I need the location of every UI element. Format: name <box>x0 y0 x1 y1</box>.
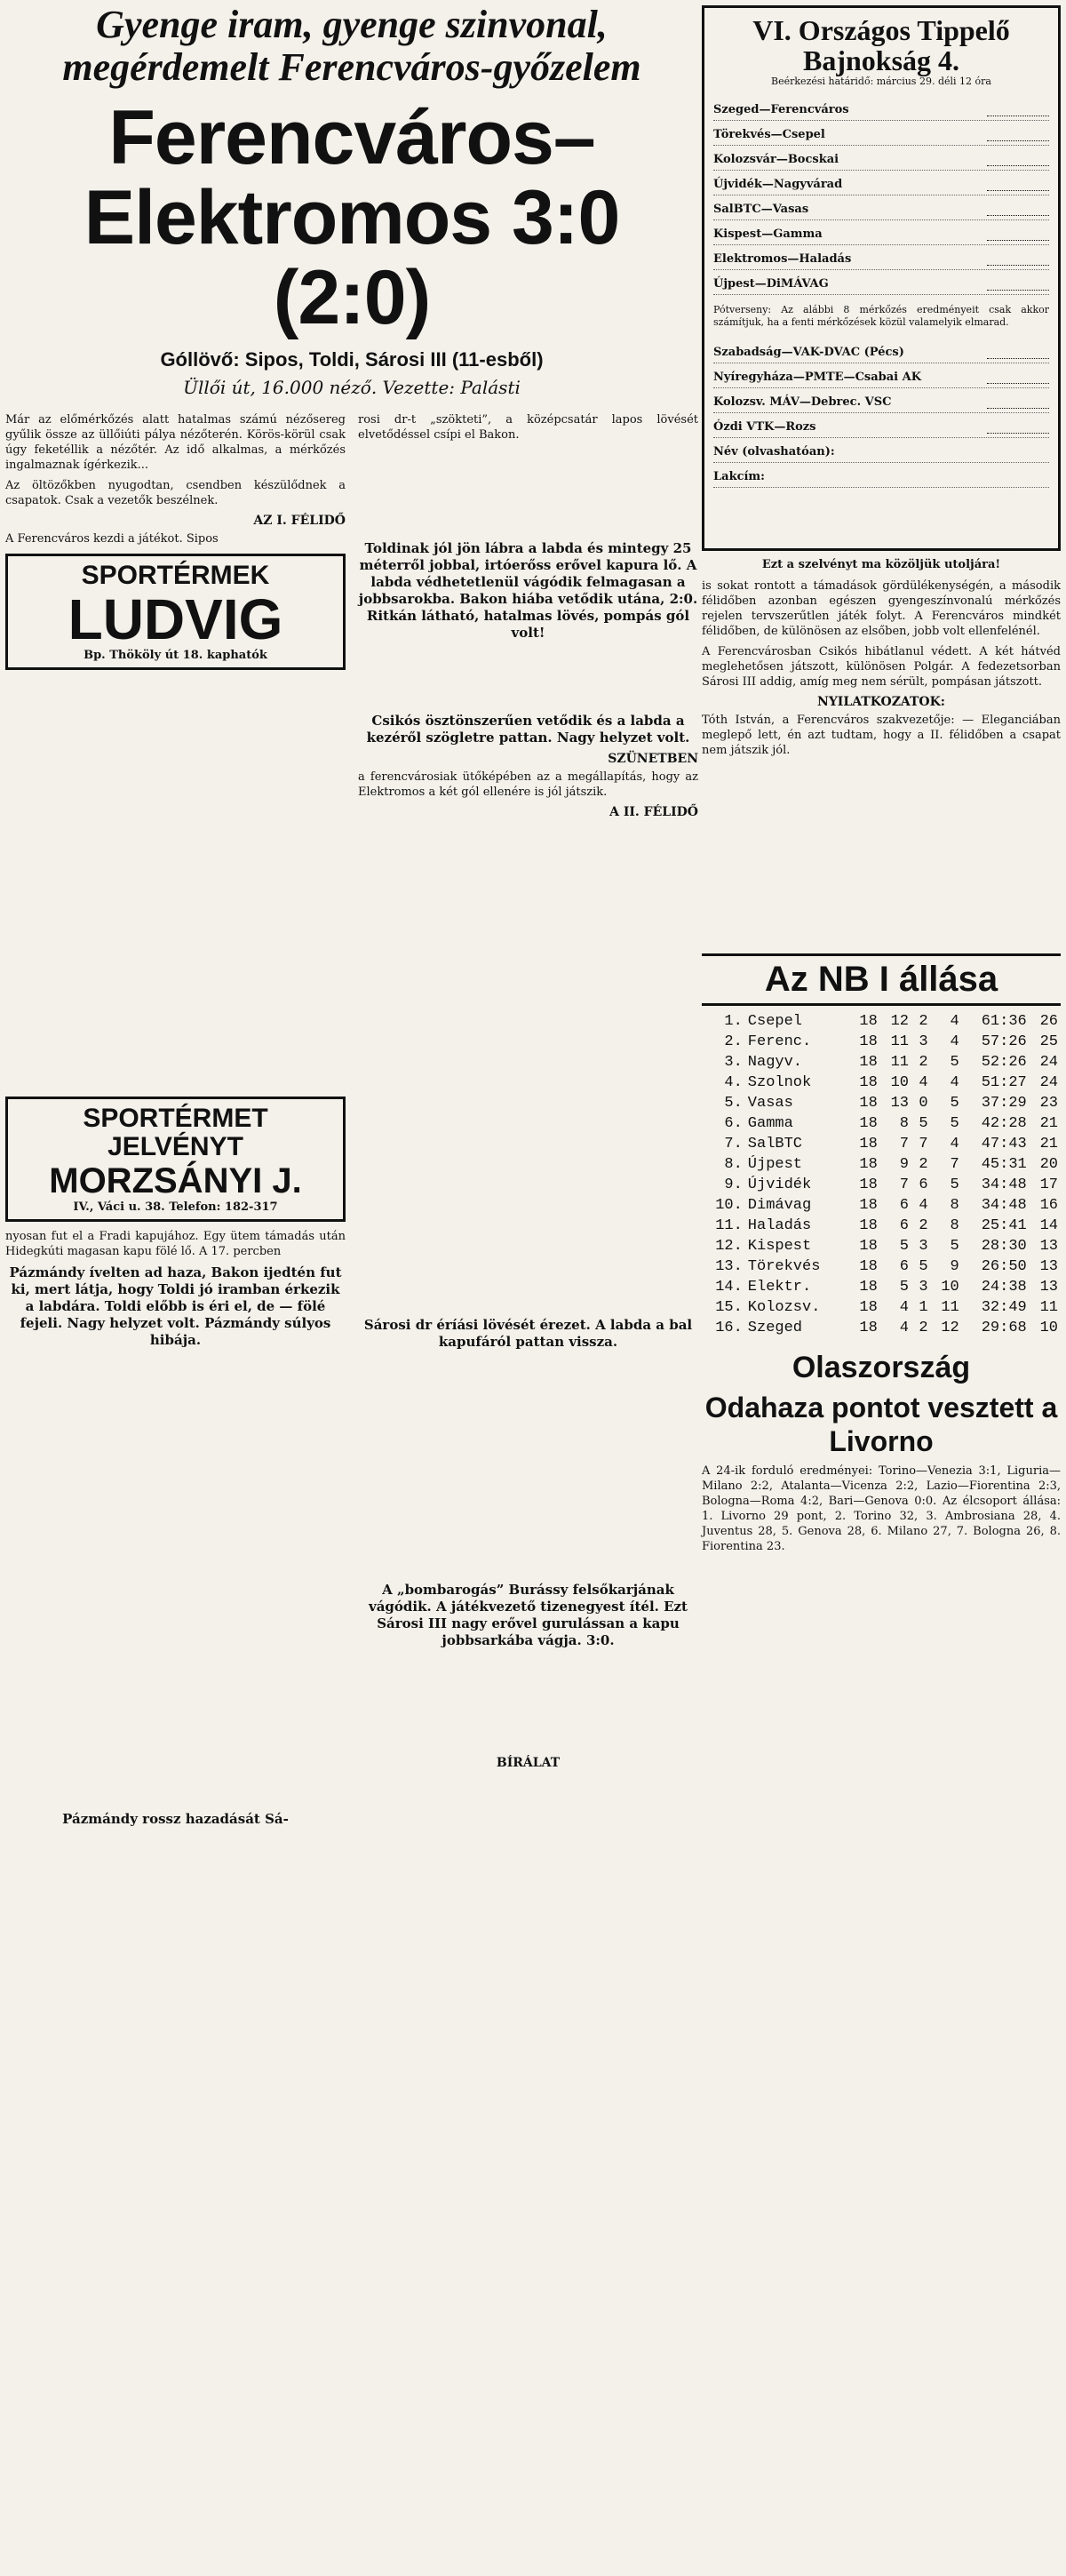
table-cell: Dimávag <box>747 1197 812 1214</box>
ad-ludvig-line1: SPORTÉRMEK <box>81 561 270 590</box>
tippelo-extra-match-tip-blank[interactable] <box>987 371 1049 384</box>
table-cell: 18 <box>859 1258 878 1275</box>
paragraph: A Ferencvárosban Csikós hibátlanul védett. A két hátvéd meglehetősen játszott, különösen Polgár. A fedezetsorban Sárosi III addig, amíg meg nem sérült, pompásan játszott. <box>702 645 1061 689</box>
table-cell: 13. <box>715 1258 743 1275</box>
table-cell: 8 <box>950 1197 959 1214</box>
table-cell: 11 <box>941 1299 959 1316</box>
table-cell: Ferenc. <box>747 1033 812 1050</box>
table-cell: Újvidék <box>747 1176 812 1193</box>
table-cell: 34:48 <box>981 1176 1027 1193</box>
table-cell: Nagyv. <box>747 1054 803 1071</box>
article-title: Ferencváros–Elektromos 3:0 (2:0) <box>84 95 620 340</box>
paragraph: a ferencvárosiak ütőképében az a megállapítás, hogy az Elektromos a két gól ellenére is jól játszik. <box>358 770 698 799</box>
table-cell: 13 <box>890 1095 909 1112</box>
table-cell: 2 <box>919 1217 928 1234</box>
table-cell: 10 <box>890 1074 909 1091</box>
highlight-paragraph: A „bombarogás” Burássy felsőkarjának vágódik. A játékvezető tizenegyest ítél. Ezt Sárosi III nagy erővel gurulássan a kapu jobbsarkába vágja. 3:0. <box>369 1582 688 1648</box>
table-cell: 52:26 <box>981 1054 1027 1071</box>
table-cell: 18 <box>859 1299 878 1316</box>
table-row <box>702 1093 1061 1113</box>
tippelo-match-tip-blank[interactable] <box>987 153 1049 166</box>
table-cell: 18 <box>859 1136 878 1152</box>
table-row <box>702 1011 1061 1032</box>
table-cell: 5 <box>950 1238 959 1255</box>
table-cell: 9 <box>950 1258 959 1275</box>
table-cell: 7 <box>899 1176 909 1193</box>
tippelo-extra-match-row[interactable] <box>713 339 1049 363</box>
tippelo-match-tip-blank[interactable] <box>987 277 1049 291</box>
section-heading: NYILATKOZATOK: <box>817 695 945 709</box>
table-cell: 61:36 <box>981 1013 1027 1030</box>
tippelo-match-label: Újpest—DiMÁVAG <box>713 277 829 291</box>
olasz-title: Olaszország <box>792 1351 971 1384</box>
tippelo-match-tip-blank[interactable] <box>987 178 1049 191</box>
table-cell: 32:49 <box>981 1299 1027 1316</box>
table-cell: 24 <box>1039 1054 1058 1071</box>
table-cell: 21 <box>1039 1136 1058 1152</box>
highlight-paragraph: Pázmándy ívelten ad haza, Bakon ijedtén fut ki, mert látja, hogy Toldi jó iramban érkezik a labdára. Toldi előbb is éri el, de — fölé fejeli. Nagy helyzet volt. Pázmándy súlyos hibája. <box>9 1264 342 1348</box>
table-cell: 18 <box>859 1217 878 1234</box>
table-cell: 18 <box>859 1238 878 1255</box>
table-cell: 4 <box>899 1299 909 1316</box>
section-heading: SZÜNETBEN <box>608 752 698 766</box>
paragraph: Az öltözőkben nyugodtan, csendben készülődnek a csapatok. Csak a vezetők beszélnek. <box>5 479 346 507</box>
table-cell: 5 <box>950 1176 959 1193</box>
table-cell: 18 <box>859 1074 878 1091</box>
table-cell: 4. <box>724 1074 743 1091</box>
table-cell: 11. <box>715 1217 743 1234</box>
table-cell: 4 <box>899 1320 909 1336</box>
tippelo-extra-match-tip-blank[interactable] <box>987 420 1049 434</box>
table-cell: 16 <box>1039 1197 1058 1214</box>
paragraph: A 24-ik forduló eredményei: Torino—Venezia 3:1, Liguria—Milano 2:2, Atalanta—Vicenza 2:2, Lazio—Fiorentina 2:3, Bologna—Roma 4:2, Bari—Genova 0:0. Az élcsoport állása: 1. Livorno 29 pont, 2. Torino 32, 3. Ambrosiana 28, 4. Juventus 28, 5. Genova 28, 6. Milano 27, 7. Bologna 26, 8. Fiorentina 23. <box>702 1464 1061 1553</box>
table-row <box>702 1154 1061 1175</box>
table-cell: 2 <box>919 1054 928 1071</box>
table-cell: 4 <box>950 1136 959 1152</box>
nb-table-title: Az NB I állása <box>702 953 1061 1006</box>
tippelo-match-label: Kolozsvár—Bocskai <box>713 153 839 166</box>
table-cell: 2. <box>724 1033 743 1050</box>
table-cell: Törekvés <box>747 1258 821 1275</box>
table-cell: 18 <box>859 1176 878 1193</box>
table-cell: Vasas <box>747 1095 793 1112</box>
table-cell: 6 <box>899 1217 909 1234</box>
right-column <box>702 0 1061 1559</box>
table-row <box>702 1195 1061 1216</box>
table-cell: 3 <box>919 1279 928 1296</box>
paragraph: rosi dr-t „szökteti”, a középcsatár lapos lövését elvetődéssel csípi el Bakon. <box>358 413 698 442</box>
paragraph: Tóth István, a Ferencváros szakvezetője: — Eleganciában meglepő lett, én azt tudtam, hogy a II. félidőben a csapat nem játszik jól. <box>702 714 1061 757</box>
table-cell: 18 <box>859 1013 878 1030</box>
table-cell: 21 <box>1039 1115 1058 1132</box>
table-cell: 25:41 <box>981 1217 1027 1234</box>
ad-morzsanyi-line2: MORZSÁNYI J. <box>49 1161 302 1200</box>
table-row <box>702 1318 1061 1338</box>
table-cell: 18 <box>859 1197 878 1214</box>
table-cell: 1 <box>919 1299 928 1316</box>
tippelo-match-label: Kispest—Gamma <box>713 227 823 241</box>
table-cell: 18 <box>859 1320 878 1336</box>
tippelo-address-field[interactable] <box>713 463 1049 488</box>
highlight-paragraph: Csikós ösztönszerűen vetődik és a labda a kezéről szögletre pattan. Nagy helyzet volt. <box>366 713 690 746</box>
article-venue: Üllői út, 16.000 néző. Vezette: Palásti <box>183 377 521 398</box>
tippelo-extra-list <box>713 339 1049 438</box>
table-cell: 0 <box>919 1095 928 1112</box>
table-cell: 1. <box>724 1013 743 1030</box>
table-cell: 47:43 <box>981 1136 1027 1152</box>
table-cell: 5 <box>950 1115 959 1132</box>
table-cell: 7 <box>950 1156 959 1173</box>
section-heading: A II. FÉLIDŐ <box>609 805 698 819</box>
ad-ludvig <box>5 554 346 670</box>
table-cell: 5 <box>919 1258 928 1275</box>
table-cell: 16. <box>715 1320 743 1336</box>
table-cell: 3 <box>919 1033 928 1050</box>
table-row <box>702 1032 1061 1052</box>
table-cell: 26 <box>1039 1013 1058 1030</box>
table-row <box>702 1175 1061 1195</box>
ad-ludvig-line3: Bp. Thököly út 18. kaphatók <box>84 649 267 662</box>
table-cell: 4 <box>919 1197 928 1214</box>
table-cell: 14 <box>1039 1217 1058 1234</box>
tippelo-note: Pótverseny: Az alábbi 8 mérkőzés eredményeit csak akkor számítjuk, ha a fenti mérkőzések közül valamelyik elmarad. <box>713 304 1049 328</box>
table-cell: 7. <box>724 1136 743 1152</box>
tippelo-match-tip-blank[interactable] <box>987 128 1049 141</box>
table-cell: 18 <box>859 1033 878 1050</box>
table-row <box>702 1236 1061 1256</box>
table-cell: 6 <box>899 1197 909 1214</box>
table-cell: 18 <box>859 1095 878 1112</box>
table-cell: 13 <box>1039 1258 1058 1275</box>
highlight-paragraph: Pázmándy rossz hazadását Sá- <box>62 1811 289 1827</box>
table-cell: 2 <box>919 1156 928 1173</box>
tippelo-match-row[interactable] <box>713 220 1049 245</box>
table-cell: 14. <box>715 1279 743 1296</box>
table-cell: 9 <box>899 1156 909 1173</box>
table-cell: 24 <box>1039 1074 1058 1091</box>
table-cell: 6. <box>724 1115 743 1132</box>
table-cell: 24:38 <box>981 1279 1027 1296</box>
table-cell: 18 <box>859 1115 878 1132</box>
tippelo-extra-match-row[interactable] <box>713 413 1049 438</box>
table-cell: 17 <box>1039 1176 1058 1193</box>
tippelo-extra-match-label: Ózdi VTK—Rozs <box>713 420 816 434</box>
article-headline: Gyenge iram, gyenge szinvonal, megérdemelt Ferencváros-győzelem <box>62 3 641 89</box>
table-cell: Elektr. <box>747 1279 812 1296</box>
table-cell: 42:28 <box>981 1115 1027 1132</box>
paragraph: Már az előmérkőzés alatt hatalmas számú nézősereg gyűlik össze az üllőiúti pálya nézőterén. Körös-körül csak úgy feketéllik a nézőtér. Az idő alkalmas, a mérkőzés ingalmaznak ígérkezik... <box>5 413 346 472</box>
table-cell: 4 <box>950 1033 959 1050</box>
table-cell: 28:30 <box>981 1238 1027 1255</box>
tippelo-match-label: Szeged—Ferencváros <box>713 103 849 116</box>
table-cell: 8. <box>724 1156 743 1173</box>
table-cell: 6 <box>919 1176 928 1193</box>
table-cell: 3. <box>724 1054 743 1071</box>
table-cell: 11 <box>890 1033 909 1050</box>
table-cell: 4 <box>950 1013 959 1030</box>
tippelo-extra-match-tip-blank[interactable] <box>987 395 1049 409</box>
highlight-paragraph: Toldinak jól jön lábra a labda és mintegy 25 méterről jobbal, irtóerőss erővel kapura lő. A labda védhetetlenül vágódik felmagasan a jobbsarokba. Bakon hiába vetődik utána, 2:0. Ritkán látható, hatalmas lövés, pompás gól volt! <box>358 540 698 641</box>
table-cell: 5 <box>899 1279 909 1296</box>
table-cell: 25 <box>1039 1033 1058 1050</box>
table-row <box>702 1277 1061 1297</box>
tippelo-match-row[interactable] <box>713 171 1049 195</box>
table-row <box>702 1113 1061 1134</box>
table-cell: 8 <box>950 1217 959 1234</box>
nb-standings-table <box>702 1011 1061 1338</box>
section-heading: BÍRÁLAT <box>496 1756 561 1770</box>
table-cell: Gamma <box>747 1115 793 1132</box>
table-cell: 5 <box>950 1054 959 1071</box>
tippelo-match-tip-blank[interactable] <box>987 203 1049 216</box>
tippelo-match-row[interactable] <box>713 121 1049 146</box>
table-cell: 6 <box>899 1258 909 1275</box>
tippelo-name-field[interactable] <box>713 438 1049 463</box>
olasz-headline: Odahaza pontot vesztett a Livorno <box>704 1392 1058 1457</box>
table-cell: 26:50 <box>981 1258 1027 1275</box>
tippelo-deadline: Beérkezési határidő: március 29. déli 12 óra <box>771 76 991 87</box>
tippelo-match-label: Újvidék—Nagyvárad <box>713 178 843 191</box>
table-cell: 11 <box>1039 1299 1058 1316</box>
tippelo-extra-match-label: Szabadság—VAK-DVAC (Pécs) <box>713 346 904 359</box>
tippelo-coupon <box>702 5 1061 551</box>
table-cell: 8 <box>899 1115 909 1132</box>
table-cell: 20 <box>1039 1156 1058 1173</box>
table-cell: 5. <box>724 1095 743 1112</box>
table-cell: 5 <box>950 1095 959 1112</box>
table-row <box>702 1134 1061 1154</box>
table-cell: 3 <box>919 1238 928 1255</box>
table-cell: 10 <box>1039 1320 1058 1336</box>
paragraph: is sokat rontott a támadások gördülékenységén, a második félidőben azonban egészen gyengeszínvonalú mérkőzés rejelen tervszerűtlen játék folyt. A Ferencváros mindkét félidőben, de különösen az elsőben, jobb volt ellenfelénél. <box>702 579 1061 638</box>
tippelo-extra-match-row[interactable] <box>713 363 1049 388</box>
table-cell: Csepel <box>747 1013 803 1030</box>
tippelo-match-label: Törekvés—Csepel <box>713 128 825 141</box>
tippelo-extra-match-label: Kolozsv. MÁV—Debrec. VSC <box>713 395 892 409</box>
paragraph: nyosan fut el a Fradi kapujához. Egy ütem támadás után Hidegkúti magasan kapu fölé lő. A 17. percben <box>5 1230 346 1258</box>
table-cell: 13 <box>1039 1279 1058 1296</box>
table-row <box>702 1073 1061 1093</box>
table-cell: Kolozsv. <box>747 1299 821 1316</box>
table-cell: Kispest <box>747 1238 812 1255</box>
table-cell: Újpest <box>747 1156 803 1173</box>
table-row <box>702 1052 1061 1073</box>
table-cell: 13 <box>1039 1238 1058 1255</box>
table-cell: 29:68 <box>981 1320 1027 1336</box>
article-column-1 <box>5 412 346 1833</box>
tippelo-extra-match-row[interactable] <box>713 388 1049 413</box>
table-cell: 23 <box>1039 1095 1058 1112</box>
highlight-paragraph: Sárosi dr éríási lövését érezet. A labda a bal kapufáról pattan vissza. <box>363 1317 693 1350</box>
table-cell: 12 <box>941 1320 959 1336</box>
table-cell: 34:48 <box>981 1197 1027 1214</box>
table-row <box>702 1216 1061 1236</box>
table-cell: 11 <box>890 1054 909 1071</box>
table-cell: 5 <box>919 1115 928 1132</box>
article-scorers: Góllövő: Sipos, Toldi, Sárosi III (11-esből) <box>160 348 544 371</box>
table-cell: 2 <box>919 1320 928 1336</box>
tippelo-match-label: Elektromos—Haladás <box>713 252 852 266</box>
tippelo-match-row[interactable] <box>713 245 1049 270</box>
table-cell: 45:31 <box>981 1156 1027 1173</box>
ad-ludvig-line2: LUDVIG <box>68 587 283 651</box>
tippelo-match-row[interactable] <box>713 270 1049 295</box>
table-cell: 7 <box>899 1136 909 1152</box>
article-column-2 <box>358 412 698 1833</box>
paragraph: A Ferencváros kezdi a játékot. Sipos <box>5 532 219 546</box>
section-heading: AZ I. FÉLIDŐ <box>253 514 346 528</box>
table-cell: 12. <box>715 1238 743 1255</box>
tippelo-title: VI. Országos Tippelő Bajnokság 4. <box>752 14 1010 76</box>
table-cell: 18 <box>859 1054 878 1071</box>
ad-morzsanyi-line3: IV., Váci u. 38. Telefon: 182-317 <box>73 1200 278 1214</box>
tippelo-match-tip-blank[interactable] <box>987 227 1049 241</box>
table-cell: 10 <box>941 1279 959 1296</box>
table-cell: 9. <box>724 1176 743 1193</box>
table-cell: 5 <box>899 1238 909 1255</box>
tippelo-match-list <box>713 96 1049 295</box>
table-cell: Haladás <box>747 1217 812 1234</box>
tippelo-name-label: Név (olvashatóan): <box>713 445 835 459</box>
table-cell: 15. <box>715 1299 743 1316</box>
tippelo-match-row[interactable] <box>713 146 1049 171</box>
table-cell: Szolnok <box>747 1074 812 1091</box>
table-cell: 12 <box>890 1013 909 1030</box>
ad-morzsanyi <box>5 1097 346 1222</box>
tippelo-address-label: Lakcím: <box>713 470 765 483</box>
tippelo-match-row[interactable] <box>713 96 1049 121</box>
ad-morzsanyi-line1: SPORTÉRMET JELVÉNYT <box>83 1104 268 1161</box>
table-cell: 10. <box>715 1197 743 1214</box>
table-cell: 2 <box>919 1013 928 1030</box>
tippelo-match-tip-blank[interactable] <box>987 103 1049 116</box>
table-cell: 7 <box>919 1136 928 1152</box>
table-cell: 57:26 <box>981 1033 1027 1050</box>
table-cell: Szeged <box>747 1320 803 1336</box>
table-cell: SalBTC <box>747 1136 803 1152</box>
tippelo-match-label: SalBTC—Vasas <box>713 203 809 216</box>
tippelo-extra-match-tip-blank[interactable] <box>987 346 1049 359</box>
table-row <box>702 1297 1061 1318</box>
table-cell: 51:27 <box>981 1074 1027 1091</box>
table-cell: 4 <box>950 1074 959 1091</box>
tippelo-match-tip-blank[interactable] <box>987 252 1049 266</box>
table-row <box>702 1256 1061 1277</box>
table-cell: 18 <box>859 1279 878 1296</box>
tippelo-match-row[interactable] <box>713 195 1049 220</box>
article-columns <box>5 412 698 1833</box>
table-cell: 4 <box>919 1074 928 1091</box>
table-cell: 18 <box>859 1156 878 1173</box>
main-article <box>5 0 698 1833</box>
table-cell: 37:29 <box>981 1095 1027 1112</box>
tippelo-footer: Ezt a szelvényt ma közöljük utoljára! <box>761 558 1001 571</box>
tippelo-extra-match-label: Nyíregyháza—PMTE—Csabai AK <box>713 371 922 384</box>
